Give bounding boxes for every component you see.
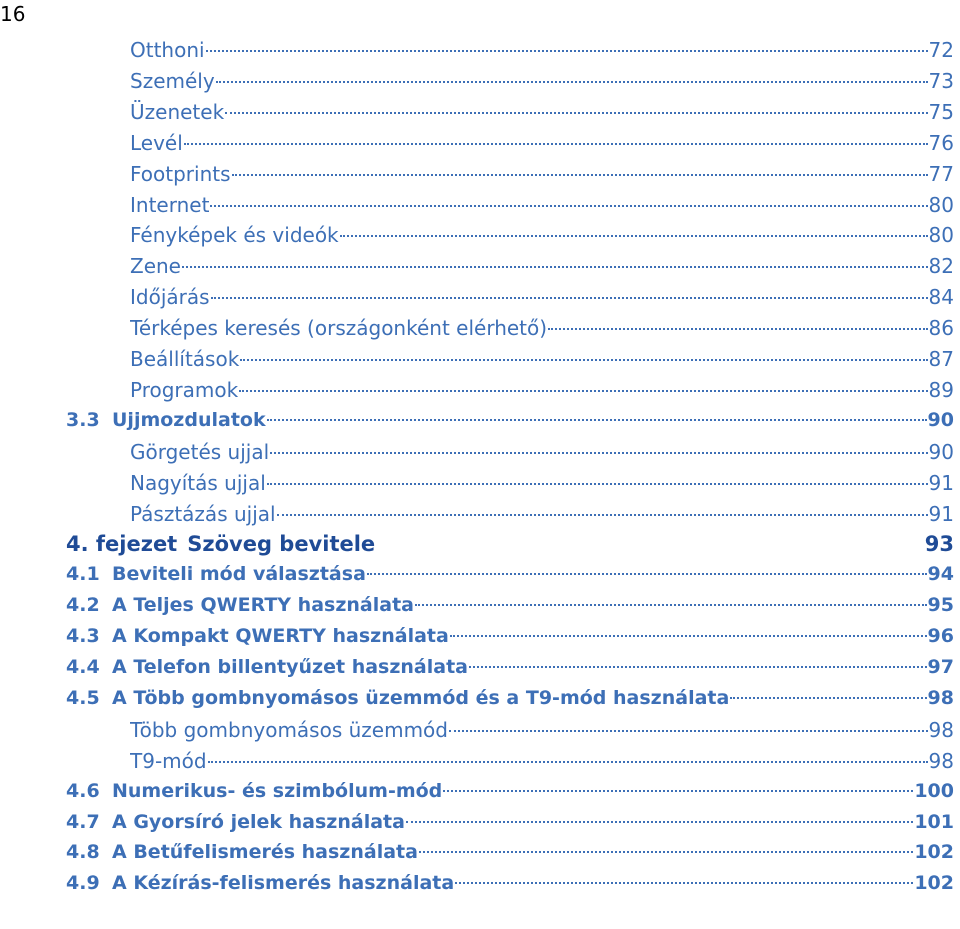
toc-title-text: A Telefon billentyűzet használata xyxy=(112,656,468,678)
dot-leader xyxy=(450,634,927,637)
toc-title-text: Üzenetek xyxy=(130,99,225,124)
toc-title-text: Beállítások xyxy=(130,347,240,371)
toc-title-text: Numerikus- és szimbólum-mód xyxy=(112,779,443,802)
toc-title xyxy=(130,69,215,93)
toc-page-number: 84 xyxy=(928,285,954,310)
dot-leader xyxy=(182,265,928,268)
toc-title-text: Fényképek és videók xyxy=(130,223,339,248)
toc-page-number: 95 xyxy=(927,594,954,617)
toc-title xyxy=(130,162,231,186)
toc-number: 4.5 xyxy=(66,686,100,709)
toc-title-text: A Kompakt QWERTY használata xyxy=(112,625,449,648)
toc-title-text: Zene xyxy=(130,254,181,279)
dot-leader xyxy=(270,451,927,454)
toc-page-number: 87 xyxy=(928,347,954,371)
toc-section[interactable] xyxy=(66,625,954,647)
dot-leader xyxy=(232,173,928,176)
toc-title-text: Térképes keresés (országonként elérhető) xyxy=(130,316,548,341)
toc-number: 4.4 xyxy=(66,656,100,678)
toc-title-text: A Több gombnyomásos üzemmód és a T9-mód használata xyxy=(112,686,730,709)
dot-leader xyxy=(419,850,913,853)
toc-subentry[interactable] xyxy=(130,131,954,155)
toc-title xyxy=(130,193,209,217)
toc-title xyxy=(66,687,729,709)
toc-title-text: A Kézírás-felismerés használata xyxy=(112,872,455,895)
toc-page-number: 72 xyxy=(928,38,954,62)
toc-title xyxy=(130,471,266,495)
toc-section[interactable] xyxy=(66,656,954,678)
toc-title-text: Ujjmozdulatok xyxy=(112,408,266,431)
toc-title xyxy=(130,316,547,340)
toc-section[interactable] xyxy=(66,872,954,894)
toc-subentry[interactable] xyxy=(130,347,954,371)
dot-leader xyxy=(210,204,927,207)
toc-title-text: T9-mód xyxy=(130,748,207,773)
dot-leader xyxy=(367,572,927,575)
toc-title-text: A Betűfelismerés használata xyxy=(112,841,418,864)
toc-subentry[interactable] xyxy=(130,749,954,773)
toc-chapter[interactable] xyxy=(66,532,954,556)
toc-title-text: Beviteli mód választása xyxy=(112,563,366,586)
toc-page-number: 98 xyxy=(928,748,954,773)
toc-title xyxy=(66,841,418,863)
toc-section[interactable] xyxy=(66,811,954,833)
toc-title xyxy=(66,532,375,556)
toc-section[interactable] xyxy=(66,687,954,709)
dot-leader xyxy=(206,49,928,52)
toc-subentry[interactable] xyxy=(130,502,954,526)
toc-title xyxy=(130,440,269,464)
toc-title xyxy=(66,811,405,833)
dot-leader xyxy=(730,696,926,699)
toc-title-text: Személy xyxy=(130,68,215,93)
toc-subentry[interactable] xyxy=(130,378,954,402)
toc-title xyxy=(130,285,210,309)
toc-subentry[interactable] xyxy=(130,100,954,124)
toc-number: 4.2 xyxy=(66,594,100,617)
toc-section[interactable] xyxy=(66,563,954,585)
toc-title xyxy=(66,872,454,894)
toc-title-text: Görgetés ujjal xyxy=(130,439,270,464)
toc-page-number: 90 xyxy=(928,439,954,464)
toc-title xyxy=(130,749,207,773)
toc-title xyxy=(130,38,205,62)
dot-leader xyxy=(216,80,928,83)
toc-title xyxy=(130,378,238,402)
toc-page-number: 80 xyxy=(928,192,954,217)
toc-subentry[interactable] xyxy=(130,38,954,62)
toc-page-number: 86 xyxy=(928,316,954,341)
toc-subentry[interactable] xyxy=(130,69,954,93)
toc-title-text: Otthoni xyxy=(130,38,205,62)
dot-leader xyxy=(225,111,927,114)
dot-leader xyxy=(267,482,928,485)
toc-title-text: Programok xyxy=(130,377,239,402)
toc-page-number: 100 xyxy=(914,779,954,802)
toc-number: 4.3 xyxy=(66,625,100,648)
toc-title-text: A Teljes QWERTY használata xyxy=(112,594,414,617)
toc-page-number: 89 xyxy=(928,377,954,402)
dot-leader xyxy=(443,789,913,792)
toc-title xyxy=(130,502,276,526)
toc-number: 4.9 xyxy=(66,872,100,895)
toc-title-text: Időjárás xyxy=(130,285,210,310)
dot-leader xyxy=(267,418,927,421)
toc-page-number: 98 xyxy=(928,717,954,742)
toc-title xyxy=(66,780,442,802)
toc-subentry[interactable] xyxy=(130,316,954,340)
dot-leader xyxy=(376,545,924,546)
dot-leader xyxy=(239,389,927,392)
toc-section[interactable] xyxy=(66,409,954,431)
toc-page-number: 94 xyxy=(927,563,954,586)
toc-title-text: A Gyorsíró jelek használata xyxy=(112,810,405,833)
toc-page-number: 102 xyxy=(914,841,954,864)
toc-number: 3.3 xyxy=(66,408,100,431)
toc-title xyxy=(66,409,266,431)
toc-title xyxy=(66,563,366,585)
toc-page-number: 91 xyxy=(928,501,954,526)
dot-leader xyxy=(240,358,927,361)
toc-subentry[interactable] xyxy=(130,254,954,278)
toc-page-number: 96 xyxy=(927,625,954,648)
dot-leader xyxy=(340,234,928,237)
toc-subentry[interactable] xyxy=(130,440,954,464)
toc-number: 4.8 xyxy=(66,841,100,864)
toc-page-number: 76 xyxy=(928,130,954,155)
toc-page-number: 82 xyxy=(928,254,954,279)
toc-subentry[interactable] xyxy=(130,223,954,247)
toc-page-number: 80 xyxy=(928,223,954,248)
toc-page-number: 98 xyxy=(927,686,954,709)
toc-title xyxy=(130,223,339,247)
toc-page-number: 97 xyxy=(927,656,954,678)
toc-page-number: 90 xyxy=(927,408,954,431)
toc-title xyxy=(66,625,449,647)
dot-leader xyxy=(211,296,928,299)
toc-title xyxy=(66,594,414,616)
toc-subentry[interactable] xyxy=(130,285,954,309)
toc-page-number: 73 xyxy=(928,68,954,93)
toc-page-number: 91 xyxy=(928,470,954,495)
page-number: 16 xyxy=(0,2,26,26)
toc-page-number: 75 xyxy=(928,99,954,124)
toc-title-text: Nagyítás ujjal xyxy=(130,470,266,495)
toc-title-text: Internet xyxy=(130,192,210,217)
dot-leader xyxy=(548,327,927,330)
toc-title xyxy=(66,656,468,678)
dot-leader xyxy=(455,881,913,884)
dot-leader xyxy=(469,665,927,668)
dot-leader xyxy=(449,729,928,732)
toc-subentry[interactable] xyxy=(130,471,954,495)
toc-page-number: 77 xyxy=(928,161,954,186)
toc-number: 4.6 xyxy=(66,779,100,802)
toc-page-number: 102 xyxy=(914,872,954,895)
toc-section[interactable] xyxy=(66,841,954,863)
toc-page-number: 101 xyxy=(914,810,954,833)
toc-title xyxy=(130,347,239,371)
toc-number: 4.7 xyxy=(66,810,100,833)
toc-title xyxy=(130,100,224,124)
toc-title-text: Több gombnyomásos üzemmód xyxy=(130,717,448,742)
toc-title-text: Pásztázás ujjal xyxy=(130,501,276,526)
dot-leader xyxy=(208,760,928,763)
dot-leader xyxy=(277,513,928,516)
toc-title xyxy=(130,718,448,742)
toc-title xyxy=(130,254,181,278)
toc-number: 4.1 xyxy=(66,563,100,586)
toc-section[interactable] xyxy=(66,780,954,802)
toc-title-text: Szöveg bevitele xyxy=(187,532,376,557)
toc-section[interactable] xyxy=(66,594,954,616)
toc-subentry[interactable] xyxy=(130,193,954,217)
toc-title xyxy=(130,131,183,155)
dot-leader xyxy=(184,142,928,145)
dot-leader xyxy=(415,603,927,606)
dot-leader xyxy=(406,820,913,823)
toc-title-text: Levél xyxy=(130,130,183,155)
toc-number: 4. fejezet xyxy=(66,532,178,557)
toc-subentry[interactable] xyxy=(130,162,954,186)
toc-title-text: Footprints xyxy=(130,161,231,186)
toc-page-number: 93 xyxy=(924,532,954,557)
toc-subentry[interactable] xyxy=(130,718,954,742)
